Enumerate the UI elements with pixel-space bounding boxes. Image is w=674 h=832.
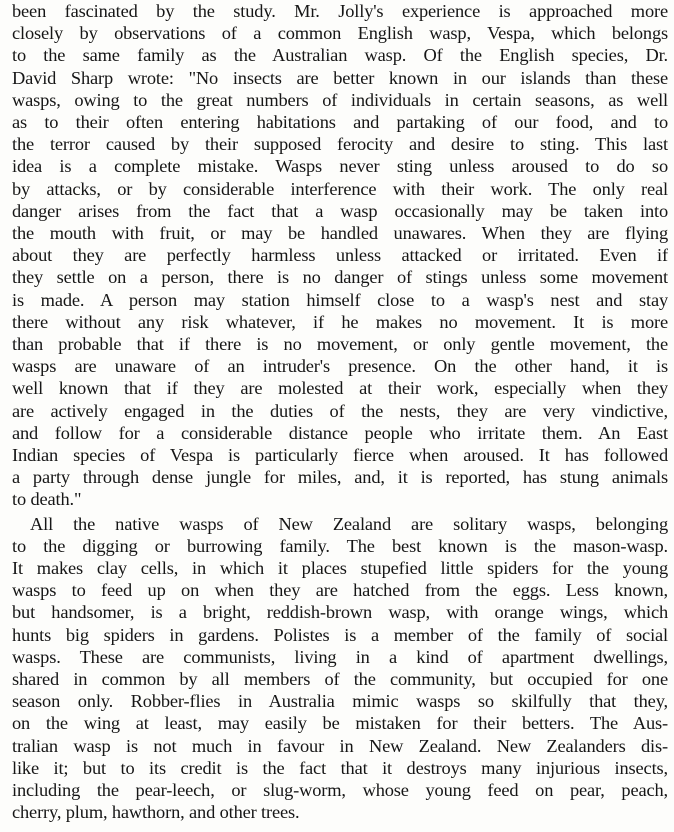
text-line: Indian species of Vespa is particularly fierce when aroused. It has followed bbox=[12, 445, 668, 465]
text-line: like it; but to its credit is the fact that it destroys many injurious insects, bbox=[12, 757, 668, 778]
text-line: they settle on a person, there is no danger of stings unless some movement bbox=[12, 267, 668, 288]
text-line: on the wing at least, may easily be mistaken for their betters. The Aus- bbox=[12, 713, 668, 734]
text-line: closely by observations of a common English wasp, Vespa, which belongs bbox=[12, 23, 668, 44]
text-line: wasps, owing to the great numbers of individuals in certain seasons, as well bbox=[12, 89, 668, 110]
text-line: to death." bbox=[12, 489, 82, 510]
text-line: there without any risk whatever, if he makes no movement. It is more bbox=[12, 311, 668, 332]
text-line: are actively engaged in the duties of the nests, they are very vindictive, bbox=[12, 400, 668, 421]
text-line: hunts big spiders in gardens. Polistes is a member of the family of social bbox=[12, 624, 668, 645]
text-line: tralian wasp is not much in favour in New Zealand. New Zealanders dis- bbox=[12, 735, 668, 756]
text-line: well known that if they are molested at their work, especially when they bbox=[12, 378, 668, 399]
text-line: but handsomer, is a bright, reddish-brown wasp, with orange wings, which bbox=[12, 602, 668, 623]
text-line: shared in common by all members of the community, but occupied for one bbox=[12, 669, 668, 689]
text-line: idea is a complete mistake. Wasps never sting unless aroused to do so bbox=[12, 156, 668, 177]
text-line: to the digging or burrowing family. The best known is the mason-wasp. bbox=[12, 535, 668, 556]
text-line: including the pear-leech, or slug-worm, whose young feed on pear, peach, bbox=[12, 780, 668, 800]
text-line: by attacks, or by considerable interference with their work. The only real bbox=[12, 178, 668, 199]
text-line: to the same family as the Australian wasp. Of the English species, Dr. bbox=[12, 45, 668, 66]
text-line: is made. A person may station himself close to a wasp's nest and stay bbox=[12, 289, 668, 310]
text-line: danger arises from the fact that a wasp occasionally may be taken into bbox=[12, 200, 668, 221]
text-line: than probable that if there is no movement, or only gentle movement, the bbox=[12, 334, 668, 354]
text-line: David Sharp wrote: "No insects are better known in our islands than these bbox=[12, 67, 668, 88]
text-line: about they are perfectly harmless unless attacked or irritated. Even if bbox=[12, 245, 668, 266]
text-line: and follow for a considerable distance people who irritate them. An East bbox=[12, 422, 668, 443]
text-line: It makes clay cells, in which it places stupefied little spiders for the young bbox=[12, 558, 668, 578]
text-line: been fascinated by the study. Mr. Jolly's experience is approached more bbox=[12, 1, 668, 21]
text-line: wasps are unaware of an intruder's presence. On the other hand, it is bbox=[12, 356, 668, 377]
text-line: the terror caused by their supposed ferocity and desire to sting. This last bbox=[12, 134, 668, 155]
text-line: wasps to feed up on when they are hatched from the eggs. Less known, bbox=[12, 580, 668, 601]
text-line: All the native wasps of New Zealand are solitary wasps, belonging bbox=[30, 513, 668, 534]
text-line: season only. Robber-flies in Australia mimic wasps so skilfully that they, bbox=[12, 691, 668, 712]
text-line: a party through dense jungle for miles, and, it is reported, has stung animals bbox=[12, 467, 668, 488]
text-line: as to their often entering habitations and partaking of our food, and to bbox=[12, 112, 668, 132]
text-line: cherry, plum, hawthorn, and other trees. bbox=[12, 802, 300, 823]
text-line: wasps. These are communists, living in a kind of apartment dwellings, bbox=[12, 646, 668, 667]
text-line: the mouth with fruit, or may be handled unawares. When they are flying bbox=[12, 223, 668, 243]
